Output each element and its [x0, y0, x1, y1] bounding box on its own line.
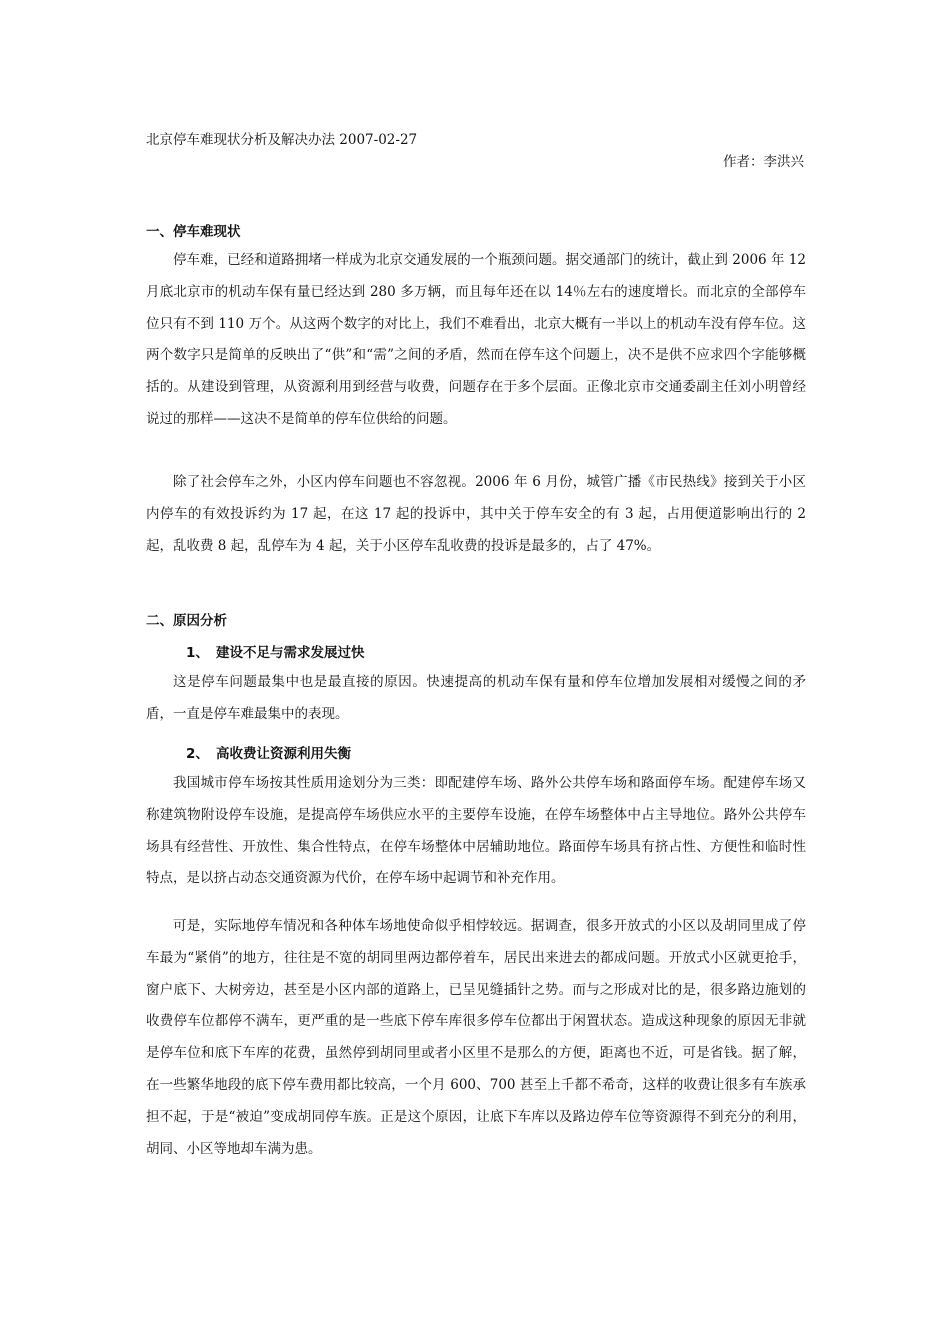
paragraph: 可是，实际地停车情况和各种体车场地使命似乎相悖较远。据调查，很多开放式的小区以及胡同里成了停车最为“紧俏”的地方，往往是不宽的胡同里两边都停着车，居民出来进去的都成问题。开放式小区就更抢手，窗户底下、大树旁边，甚至是小区内部的道路上，已呈见缝插针之势。而与之形成对比的是，很多路边施划的收费停车位都停不满车，更严重的是一些底下停车库很多停车位都出于闲置状态。造成这种现象的原因无非就是停车位和底下车库的花费，虽然停到胡同里或者小区里不是那么的方便，距离也不近，可是省钱。据了解，在一些繁华地段的底下停车费用都比较高，一个月 600、700 甚至上千都不希奇，这样的收费让很多有车族承担不起，于是“被迫”变成胡同停车族。正是这个原因，让底下车库以及路边停车位等资源得不到充分的利用，胡同、小区等地却车满为患。: [146, 918, 806, 1157]
subsection-title: 高收费让资源利用失衡: [216, 746, 351, 762]
subsection-heading-1: [186, 641, 365, 661]
document-author: 作者：李洪兴: [723, 154, 804, 170]
document-title: 北京停车难现状分析及解决办法 2007-02-27: [146, 132, 418, 148]
section-heading-cause-analysis: 二、原因分析: [146, 613, 227, 629]
subsection-heading-2: [186, 742, 351, 762]
paragraph: 这是停车问题最集中也是最直接的原因。快速提高的机动车保有量和停车位增加发展相对缓慢之间的矛盾，一直是停车难最集中的表现。: [146, 674, 806, 722]
section-heading-current-situation: 一、停车难现状: [146, 224, 241, 240]
paragraph: 我国城市停车场按其性质用途划分为三类：即配建停车场、路外公共停车场和路面停车场。配建停车场又称建筑物附设停车设施，是提高停车场供应水平的主要停车设施，在停车场整体中占主导地位。路外公共停车场具有经营性、开放性、集合性特点，在停车场整体中居辅助地位。路面停车场具有挤占性、方便性和临时性特点，是以挤占动态交通资源为代价，在停车场中起调节和补充作用。: [146, 775, 806, 887]
subsection-title: 建设不足与需求发展过快: [216, 645, 365, 661]
subsection-number: 2、: [186, 746, 209, 762]
paragraph: 除了社会停车之外，小区内停车问题也不容忽视。2006 年 6 月份，城管广播《市民热线》接到关于小区内停车的有效投诉约为 17 起，在这 17 起的投诉中，其中关于停车安全的有 3 起，占用便道影响出行的 2 起，乱收费 8 起，乱停车为 4 起，关于小区停车乱收费的投诉是最多的，占了 47%。: [146, 474, 806, 554]
paragraph: 停车难，已经和道路拥堵一样成为北京交通发展的一个瓶颈问题。据交通部门的统计，截止到 2006 年 12 月底北京市的机动车保有量已经达到 280 多万辆，而且每年还在以 14％左右的速度增长。而北京的全部停车位只有不到 110 万个。从这两个数字的对比上，我们不难看出，北京大概有一半以上的机动车没有停车位。这两个数字只是简单的反映出了“供”和“需”之间的矛盾，然而在停车这个问题上，决不是供不应求四个字能够概括的。从建设到管理，从资源利用到经营与收费，问题存在于多个层面。正像北京市交通委副主任刘小明曾经说过的那样——这决不是简单的停车位供给的问题。: [146, 252, 806, 427]
subsection-number: 1、: [186, 645, 209, 661]
